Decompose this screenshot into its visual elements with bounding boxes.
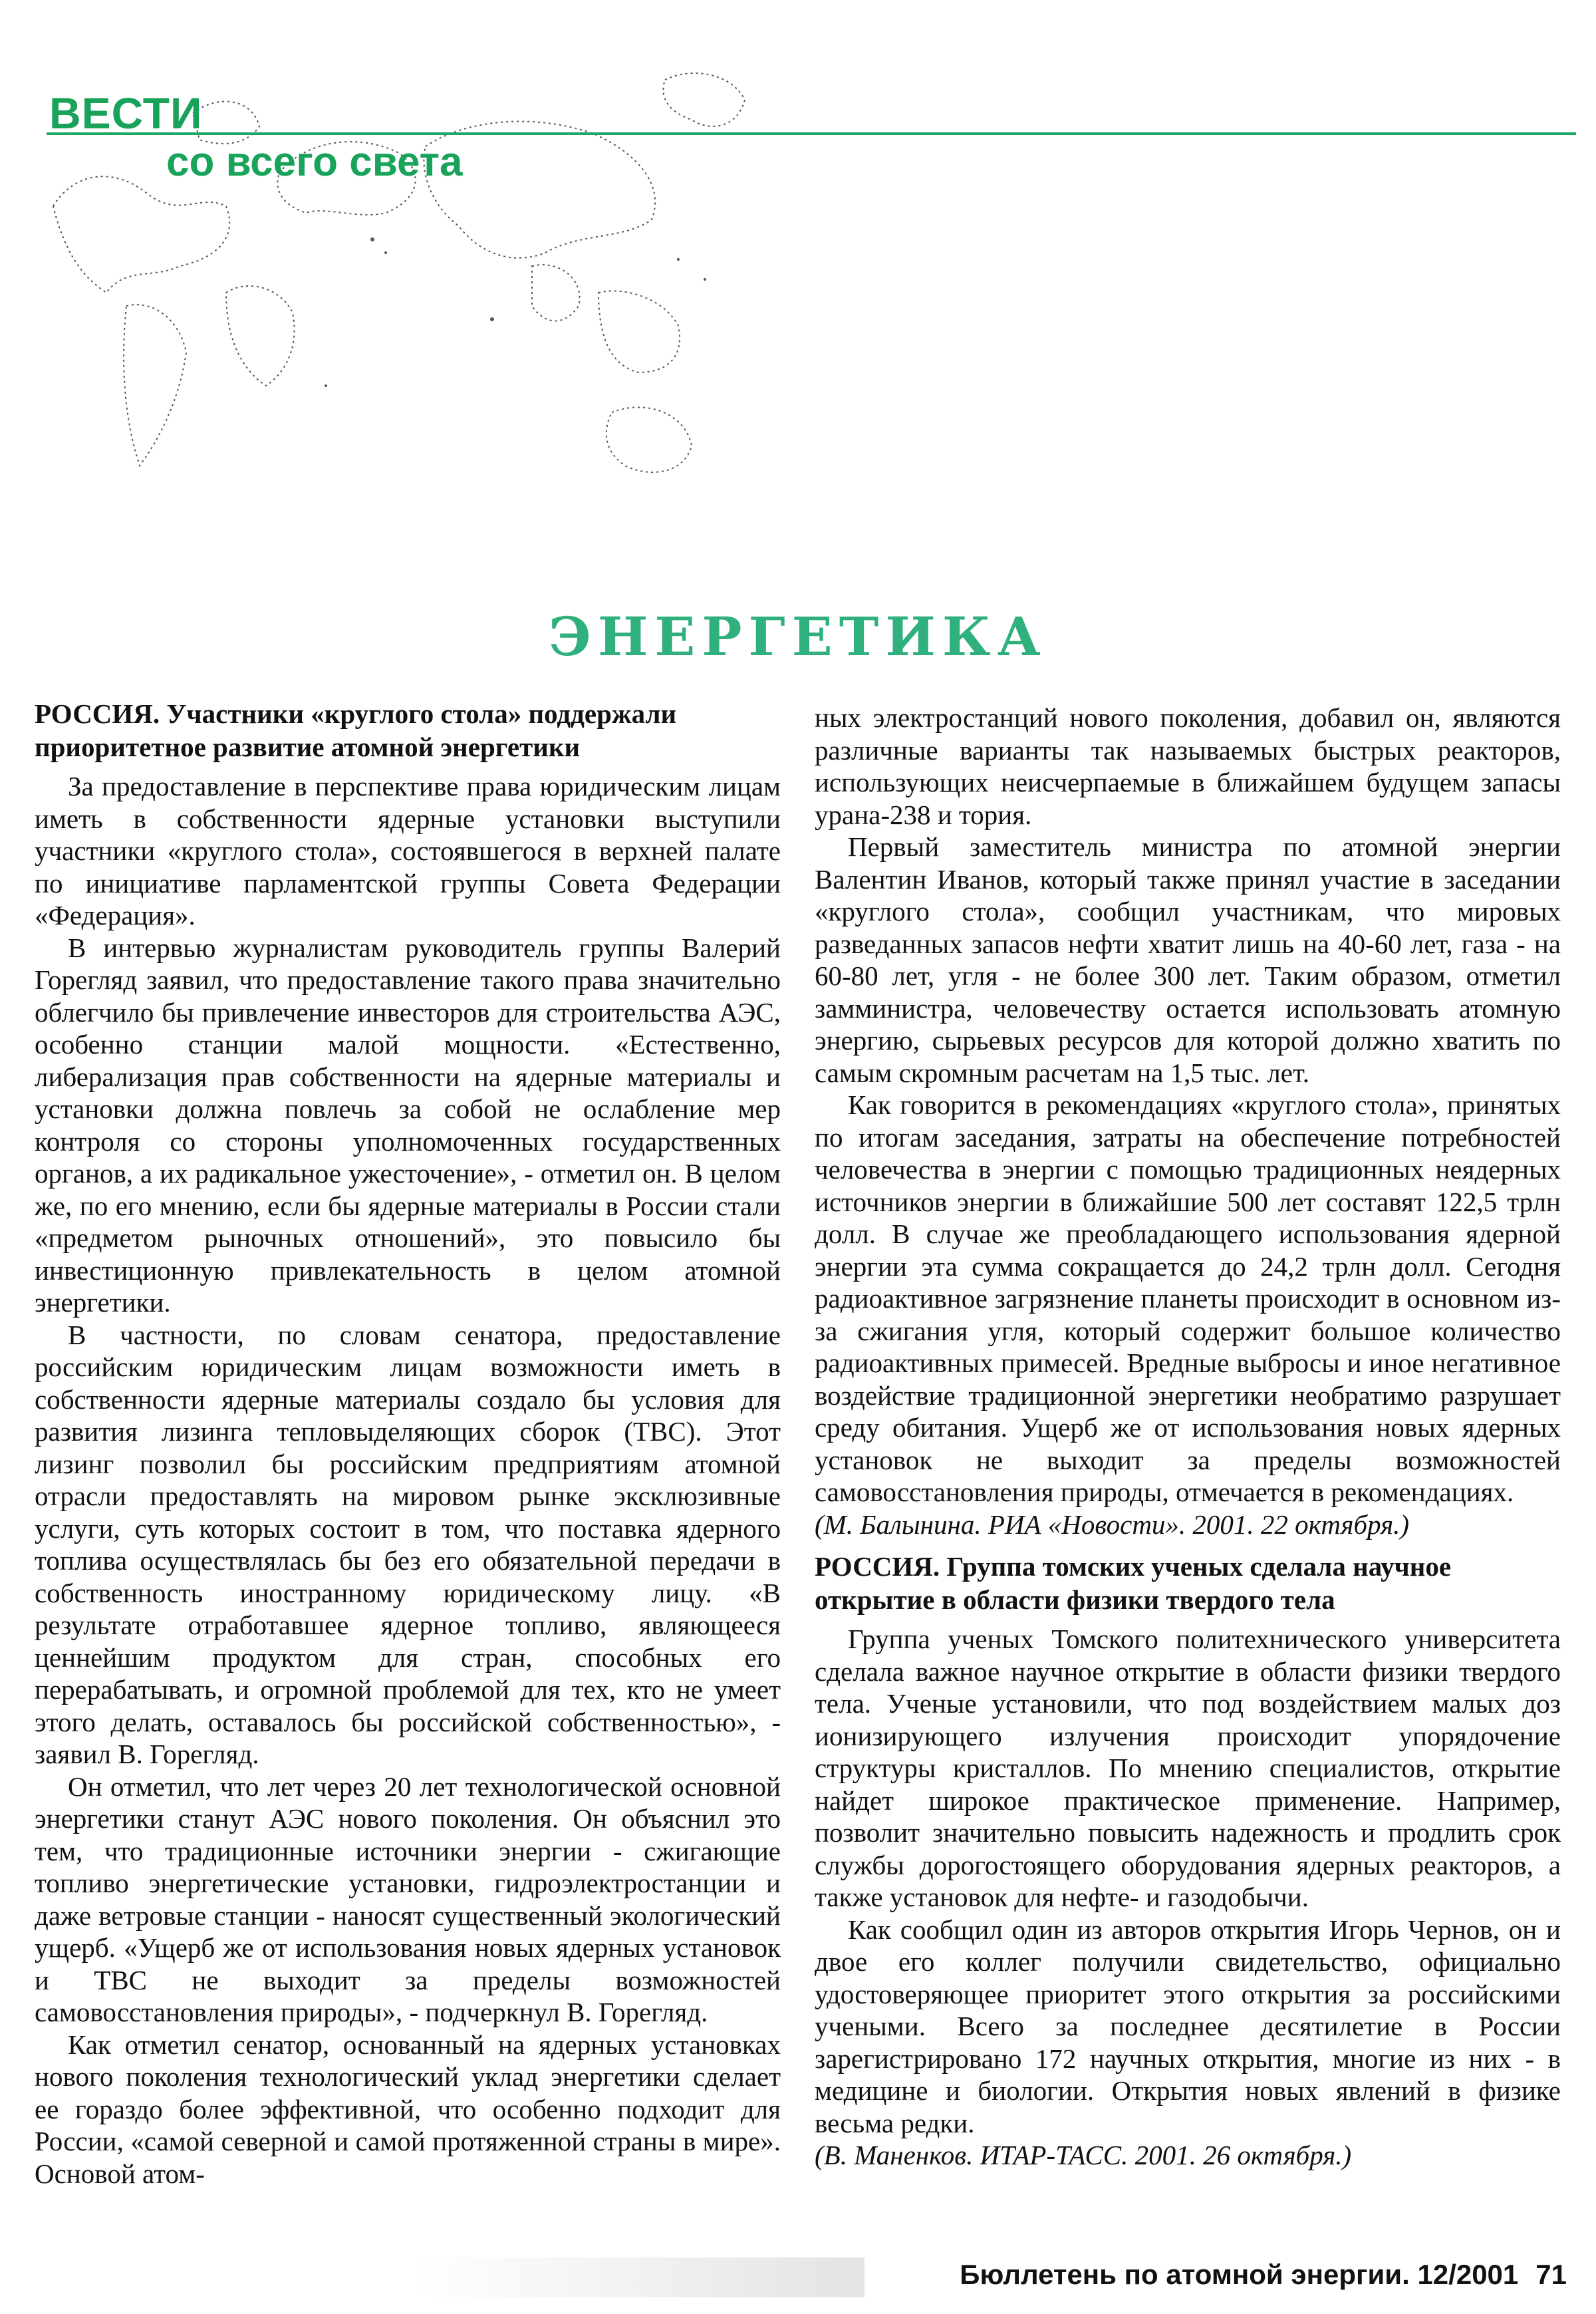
journal-name: Бюллетень по атомной энергии. 12/2001 xyxy=(960,2259,1519,2290)
article1-source: (М. Балынина. РИА «Новости». 2001. 22 октября.) xyxy=(815,1509,1410,1540)
article2-headline: РОССИЯ. Группа томских ученых сделала научное открытие в области физики твердого тела xyxy=(815,1551,1452,1615)
footer-band xyxy=(412,2257,864,2297)
right-column xyxy=(815,702,1561,2172)
article1-headline: РОССИЯ. Участники «круглого стола» поддержали приоритетное развитие атомной энергетики xyxy=(35,698,677,762)
article1-paragraph: Он отметил, что лет через 20 лет технологической основной энергетики станут АЭС нового поколения. Он объяснил это тем, что традиционные источники энергии - сжигающие топливо энергетические установки, гидроэлектростанции и даже ветровые станции - наносят существенный экологический ущерб. «Ущерб же от использования новых ядерных установок и ТВС не выходит за пределы возможностей самовосстановления природы», - подчеркнул В. Горегляд. xyxy=(35,1771,781,2027)
header-rule xyxy=(47,132,1576,135)
article2-paragraph: Группа ученых Томского политехнического университета сделала важное научное открытие в области физики твердого тела. Ученые установили, что под воздействием малых доз ионизирующего излучения происходит упорядочение структуры кристаллов. По мнению специалистов, открытие найдет широкое практическое применение. Например, позволит значительно повысить надежность и продлить срок службы дорогостоящего оборудования ядерных реакторов, а также установок для нефте- и газодобычи. xyxy=(815,1624,1561,1912)
header xyxy=(27,40,1569,545)
left-column xyxy=(35,697,781,2190)
article2-paragraph: Как сообщил один из авторов открытия Игорь Чернов, он и двое его коллег получили свидетельство, официально удостоверяющее приоритет этого открытия за российскими учеными. Всего за последнее десятилетие в России зарегистрировано 172 научных открытия, многие из них - в медицине и биологии. Открытия новых явлений в физике весьма редки. xyxy=(815,1914,1561,2138)
page-number: 71 xyxy=(1535,2259,1567,2290)
article1-paragraph: Как отметил сенатор, основанный на ядерных установках нового поколения технологический уклад энергетики сделает ее гораздо более эффективной, что особенно подходит для России, «самой северной и самой протяженной страны в мире». Основой атом- xyxy=(35,2029,781,2189)
article1-paragraph: Как говорится в рекомендациях «круглого стола», принятых по итогам заседания, затраты на обеспечение потребностей человечества в энергии с помощью традиционных неядерных источников энергии в ближайшие 500 лет составят 122,5 трлн долл. В случае же преобладающего использования ядерной энергии эта сумма сокращается до 24,2 трлн долл. Сегодня радиоактивное загрязнение планеты происходит в основном из-за сжигания угля, который содержит большое количество радиоактивных примесей. Вредные выбросы и иное негативное воздействие традиционной энергетики необратимо разрушает среду обитания. Ущерб же от использования новых ядерных установок не выходит за пределы возможностей самовосстановления природы, отмечается в рекомендациях. xyxy=(815,1089,1561,1507)
article1-paragraph: В частности, по словам сенатора, предоставление российским юридическим лицам возможности иметь в собственности ядерные материалы создало бы условия для развития лизинга тепловыделяющих сборок (ТВС). Этот лизинг позволил бы российским предприятиям атомной отрасли предоставлять на мировом рынке эксклюзивные услуги, суть которых состоит в том, что поставка ядерного топлива осуществлялась бы без его обязательной передачи в собственность иностранному юридическому лицу. «В результате отработавшее ядерное топливо, являющееся ценнейшим продуктом для стран, способных его перерабатывать, и огромной проблемой для тех, кто не умеет этого делать, оставалось бы российской собственностью», - заявил В. Горегляд. xyxy=(35,1319,781,1769)
article1-paragraph: За предоставление в перспективе права юридическим лицам иметь в собственности ядерные установки выступили участники «круглого стола», состоявшегося в верхней палате по инициативе парламентской группы Совета Федерации «Федерация». xyxy=(35,771,781,931)
brand-title: ВЕСТИ xyxy=(49,88,203,138)
article1-paragraph: Первый заместитель министра по атомной энергии Валентин Иванов, который также принял участие в заседании «круглого стола», сообщил участникам, что мировых разведанных запасов нефти хватит лишь на 40-60 лет, газа - на 60-80 лет, угля - не более 300 лет. Таким образом, отметил замминистра, человечеству остается использовать атомную энергию, сырьевых ресурсов для которой должно хватить по самым скромным расчетам на 1,5 тыс. лет. xyxy=(815,831,1561,1088)
article1-paragraph: В интервью журналистам руководитель группы Валерий Горегляд заявил, что предоставление такого права значительно облегчило бы привлечение инвесторов для строительства АЭС, особенно станции малой мощности. «Естественно, либерализация прав собственности на ядерные материалы и установки должна повлечь за собой не ослабление мер контроля со стороны уполномоченных государственных органов, а их радикальное ужесточение», - отметил он. В целом же, по его мнению, если бы ядерные материалы в России стали «предметом рыночных отношений», это повысило бы инвестиционную привлекательность в целом атомной энергетики. xyxy=(35,932,781,1318)
article2-source: (В. Маненков. ИТАР-ТАСС. 2001. 26 октября.) xyxy=(815,2140,1352,2170)
footer xyxy=(960,2259,1567,2291)
section-title: ЭНЕРГЕТИКА xyxy=(549,605,1047,668)
brand-subtitle: со всего света xyxy=(166,139,463,185)
article1-continuation: ных электростанций нового поколения, добавил он, являются различные варианты так называемых быстрых реакторов, использующих неисчерпаемые в ближайшем будущем запасы урана-238 и тория. xyxy=(815,702,1561,830)
